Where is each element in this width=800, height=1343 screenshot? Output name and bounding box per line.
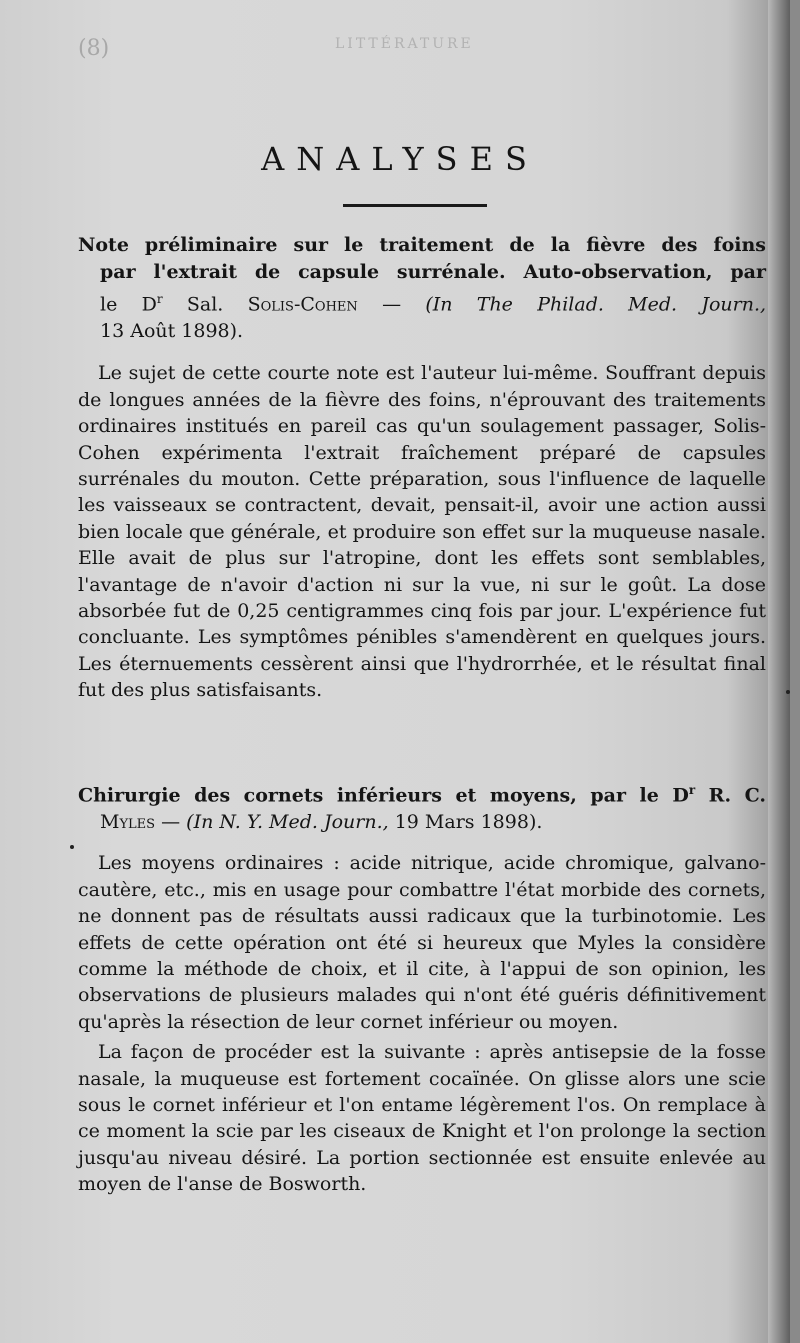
- article-1-ref-prefix: le D: [100, 293, 157, 316]
- article-1-ref-first-name: Sal.: [186, 293, 224, 316]
- article-2-ref-author: Myles: [100, 811, 156, 834]
- article-2: [78, 777, 766, 1198]
- article-2-reference: [78, 809, 766, 836]
- article-1-ref-dash: —: [382, 293, 402, 316]
- running-head: LITTÉRATURE: [335, 36, 474, 52]
- article-1-ref-source: (In The Philad. Med. Journ.,: [425, 293, 767, 316]
- article-1-ref-author: Solis-Cohen: [247, 293, 358, 316]
- page-edge-shadow: [768, 0, 790, 1343]
- article-2-reference-line: [100, 809, 766, 836]
- article-2-ref-source: (In N. Y. Med. Journ.,: [186, 811, 389, 834]
- article-1: [78, 232, 766, 704]
- article-1-ref-date: 13 Août 1898).: [100, 320, 244, 343]
- article-2-ref-dash: —: [161, 811, 181, 834]
- article-2-body-1: Les moyens ordinaires : acide nitrique, acide chromique, galvano-cautère, etc., mis en usage pour combattre l'état morbide des cornets, ne donnent pas de résultats aussi radicaux que la turbinotomie. Les effets de cette opération ont été si heureux que Myles la considère comme la méthode de choix, et il cite, à l'appui de son opinion, les observations de plusieurs malades qui n'ont été guéris définitivement qu'après la résection de leur cornet inférieur ou moyen.: [78, 852, 766, 1033]
- article-2-heading-line-1: [78, 777, 766, 809]
- title-rule: [343, 204, 487, 207]
- article-1-reference-line: [100, 286, 766, 318]
- ink-spot: [70, 845, 74, 849]
- article-1-heading-line-2: par l'extrait de capsule surrénale. Auto-observation, par: [100, 261, 766, 283]
- section-title: ANALYSES: [261, 140, 539, 178]
- article-1-body: Le sujet de cette courte note est l'auteur lui-même. Souffrant depuis de longues années de la fièvre des foins, n'éprouvant des traitements ordinaires institués en pareil cas qu'un soulagement passager, Solis-Cohen expérimenta l'extrait fraîchement préparé de capsules surrénales du mouton. Cette préparation, sous l'influence de laquelle les vaisseaux se contractent, devait, pensait-il, avoir une action aussi bien locale que générale, et produire son effet sur la muqueuse nasale. Elle avait de plus sur l'atropine, dont les effets sont semblables, l'avantage de n'avoir d'action ni sur la vue, ni sur le goût. La dose absorbée fut de 0,25 centigrammes cinq fois par jour. L'expérience fut concluante. Les symptômes pénibles s'amendèrent en quelques jours. Les éternuements cessèrent ainsi que l'hydrorrhée, et le résultat final fut des plus satisfaisants.: [78, 362, 766, 702]
- article-2-heading-dr-sup: r: [688, 783, 696, 797]
- page-number: (8): [78, 36, 110, 61]
- article-2-heading-text: Chirurgie des cornets inférieurs et moyens, par le D: [78, 784, 689, 807]
- article-1-reference: [78, 286, 766, 345]
- article-1-heading-line-1: Note préliminaire sur le traitement de la fièvre des foins: [78, 234, 766, 256]
- article-2-body-2: La façon de procéder est la suivante : après antisepsie de la fosse nasale, la muqueuse est fortement cocaïnée. On glisse alors une scie sous le cornet inférieur et l'on entame légèrement l'os. On remplace à ce moment la scie par les ciseaux de Knight et l'on prolonge la section jusqu'au niveau désiré. La portion sectionnée est ensuite enlevée au moyen de l'anse de Bosworth.: [78, 1041, 766, 1196]
- article-1-ref-dr-sup: r: [156, 292, 163, 306]
- article-2-heading-initials: R. C.: [708, 784, 766, 807]
- ink-spot: [786, 690, 790, 694]
- article-2-ref-date: 19 Mars 1898).: [394, 811, 543, 834]
